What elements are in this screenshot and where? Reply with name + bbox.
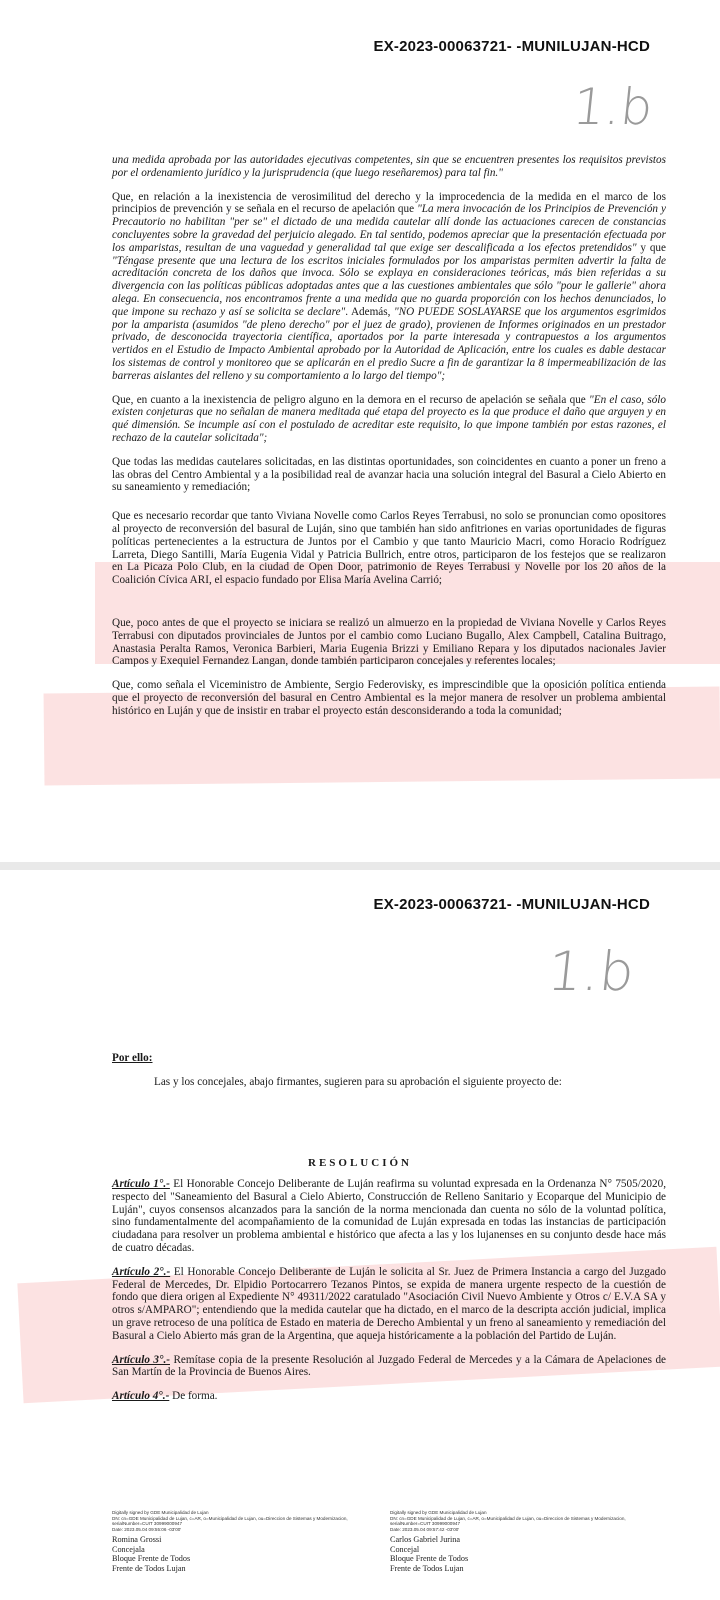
article-label: Artículo 2°.- bbox=[112, 1265, 171, 1278]
article-label: Artículo 4°.- bbox=[112, 1390, 170, 1403]
digital-signature-stamp: Digitally signed by GDE Municipalidad de Lujan DN: cn=GDE Municipalidad de Lujan, c=AR, o=Municipalidad de Lujan, ou=Direccion de Sistemas y Modernizacion, serialNumber=CUIT 30999000947 Date: 2023.05.04 09:55:06 -03'00' bbox=[112, 1510, 348, 1532]
signer-role: Concejal bbox=[390, 1544, 420, 1554]
text-run: . Además, bbox=[345, 305, 394, 318]
intro-text: Las y los concejales, abajo firmantes, sugieren para su aprobación el siguiente proyecto de: bbox=[154, 1076, 562, 1088]
expediente-header: EX-2023-00063721- -MUNILUJAN-HCD bbox=[373, 896, 650, 913]
expediente-header: EX-2023-00063721- -MUNILUJAN-HCD bbox=[373, 38, 650, 55]
highlighted-paragraph: Que es necesario recordar que tanto Viviana Novelle como Carlos Reyes Terrabusi, no solo se pronuncian como opositores al proyecto de reconversión del basural de Luján, sino que también han sido anfitriones en varias oportunidades de figuras políticas pertenecientes a la estructura de Juntos por el Cambio y que tanto Mauricio Macri, como Horacio Rodríguez Larreta, Diego Santilli, María Eugenia Vidal y Patricia Bullrich, entre otros, participaron de los festejos que se realizaron en La Picaza Polo Club, en la ciudad de Open Door, patrimonio de Reyes Terrabusi y Novelle por los 20 años de la Coalición Cívica ARI, el espacio fundado por Elisa María Avelina Carrió; bbox=[112, 510, 666, 587]
article-3 bbox=[112, 1354, 666, 1380]
paragraph bbox=[112, 394, 666, 445]
paragraph: Que todas las medidas cautelares solicitadas, en las distintas oportunidades, son coincidentes en cuanto a poner un freno a las obras del Centro Ambiental y a la posibilidad real de avanzar hacia una solución integral del Basural a Cielo Abierto en su saneamiento y remediación; bbox=[112, 455, 666, 494]
handwritten-page-mark: 1.b bbox=[569, 78, 656, 136]
digital-signature-stamp: Digitally signed by GDE Municipalidad de Lujan DN: cn=GDE Municipalidad de Lujan, c=AR, o=Municipalidad de Lujan, ou=Direccion de Sistemas y Modernizacion, serialNumber=CUIT 30999000947 Date: 2023.05.04 09:57:42 -03'00' bbox=[390, 1510, 626, 1532]
signer-block: Bloque Frente de Todos bbox=[390, 1554, 469, 1564]
quote-run: "En el caso, sólo existen conjeturas que no señalan de manera meditada qué etapa del proyecto es la que produce el daño que arguyen y en qué dimensión. Se incumple así con el postulado de acreditar este requisito, lo que impone también por estas razones, el rechazo de la cautelar solicitada"; bbox=[112, 393, 667, 444]
signer-party: Frente de Todos Lujan bbox=[390, 1563, 464, 1573]
resolution-title: RESOLUCIÓN bbox=[308, 1157, 412, 1169]
signer-name: Carlos Gabriel Jurina bbox=[390, 1535, 461, 1544]
article-text: De forma. bbox=[169, 1390, 218, 1403]
handwritten-page-mark: 1.b bbox=[544, 940, 638, 1003]
paragraph: Que, como señala el Viceministro de Ambiente, Sergio Federovisky, es imprescindible que la oposición política entienda que el proyecto de reconversión del basural en Centro Ambiental es la mejor manera de resolver un problema ambiental histórico en Luján y que de insistir en trabar el proyecto están desconsiderando a toda la comunidad; bbox=[112, 679, 666, 717]
article-text: El Honorable Concejo Deliberante de Luján reafirma su voluntad expresada en la Ordenanza N° 7505/2020, respecto del "Saneamiento del Basural a Cielo Abierto, Construcción de Relleno Sanitario y Ecoparque del Municipio de Luján", cuyos consensos alcanzados para la sanción de la norma mencionada dan cuenta no sólo de la voluntad política, sino fundamentalmente del acompañamiento de la comunidad de Luján expresada en todas las instancias de participación ciudadana para resolver un problema ambiental e histórico que afecta a las y los lujanenses en su conjunto desde hace más de cuatro décadas. bbox=[112, 1178, 666, 1254]
paragraph bbox=[112, 191, 666, 383]
signer-party: Frente de Todos Lujan bbox=[112, 1563, 186, 1573]
article-1 bbox=[112, 1178, 666, 1255]
document-page-2 bbox=[0, 870, 720, 1600]
resolution-articles bbox=[112, 1178, 666, 1414]
highlighted-paragraph: Que, poco antes de que el proyecto se iniciara se realizó un almuerzo en la propiedad de Viviana Novelle y Carlos Reyes Terrabusi con diputados provinciales de Juntos por el cambio como Luciano Bugallo, Alex Campbell, Catalina Buitrago, Anastasia Peralta Ramos, Veronica Barbieri, Maria Eugenia Brizzi y Emiliano Repara y los diputados nacionales Javier Campos y Exequiel Fernandez Langan, donde también participaron concejales y referentes locales; bbox=[112, 616, 666, 668]
article-label: Artículo 3°.- bbox=[112, 1353, 170, 1366]
text-run: Que, en cuanto a la inexistencia de peligro alguno en la demora en el recurso de apelación se señala que bbox=[112, 393, 590, 406]
signer-name: Romina Grossi bbox=[112, 1535, 162, 1544]
text-run: y que bbox=[636, 241, 666, 254]
quote-run: "La mera invocación de los Principios de Prevención y Precautorio no habilitan "per se" el dictado de una medida cautelar allí donde las actuaciones carecen de constancias concluyentes sobre la gravedad del perjuicio alegado. En tal sentido, podemos apreciar que la presentación efectuada por los amparistas, resultan de una vaguedad y generalidad tal que exige ser descalificada a los efectos pretendidos" bbox=[112, 203, 666, 254]
document-body bbox=[112, 154, 666, 728]
signer-role: Concejala bbox=[112, 1544, 145, 1554]
quote-paragraph: una medida aprobada por las autoridades ejecutivas competentes, sin que se encuentren presentes los requisitos previstos por el ordenamiento jurídico y la jurisprudencia (que luego reseñaremos) para tal fin." bbox=[112, 154, 666, 179]
article-label: Artículo 1°.- bbox=[112, 1178, 170, 1190]
signature-block-1 bbox=[112, 1535, 190, 1573]
article-text: El Honorable Concejo Deliberante de Luján le solicita al Sr. Juez de Primera Instancia a cargo del Juzgado Federal de Mercedes, Dr. Elpidio Portocarrero Tezanos Pintos, se expida de manera urgente respecto de la cuestión de fondo que diera origen al Expediente N° 49311/2022 caratulado "Asociación Civil Nuevo Ambiente y Otros c/ E.V.A SA y otros s/AMPARO"; entendiendo que la medida cautelar que ha dictado, en el marco de la descripta acción judicial, implica un grave retroceso de una política de Estado en materia de Derecho Ambiental y un freno al saneamiento y remediación del Basural a Cielo Abierto más gran de la Argentina, que aqueja históricamente a la población del Partido de Luján. bbox=[112, 1265, 666, 1342]
article-2 bbox=[112, 1266, 666, 1343]
quote-run: "Téngase presente que una lectura de los escritos iniciales formulados por los amparistas permiten advertir la falta de acreditación concreta de los daños que invoca. Sólo se explaya en consideraciones teóricas, más bien referidas a su divergencia con las políticas públicas adoptadas antes que a las cuestiones ambientales que sólo "pour le gallerie" ahora alega. En consecuencia, nos encontramos frente a una medida que no guarda proporción con los hechos denunciados, lo que impone su rechazo y así se solicita se declare" bbox=[112, 254, 666, 318]
signature-block-2 bbox=[390, 1535, 468, 1573]
text-run: Que, en relación a la inexistencia de verosimilitud del derecho y la improcedencia de la medida en el marco de los principios de prevención y se señala en el recurso de apelación que bbox=[112, 190, 666, 216]
article-text: Remítase copia de la presente Resolución al Juzgado Federal de Mercedes y a la Cámara de Apelaciones de San Martín de la Provincia de Buenos Aires. bbox=[112, 1353, 666, 1379]
por-ello-heading: Por ello: bbox=[112, 1052, 153, 1064]
signer-block: Bloque Frente de Todos bbox=[112, 1554, 191, 1564]
quote-run: "NO PUEDE SOSLAYARSE que los argumentos esgrimidos por la amparista (asumidos "de pleno derecho" por el juez de grado), provienen de Informes originados en un prestador privado, de desconocida trayectoria científica, aportados por la parte interesada y contrapuestos a los argumentos vertidos en el Estudio de Impacto Ambiental aprobado por la Autoridad de Aplicación, entre los cuales es dable destacar los sistemas de control y monitoreo que se aplicarán en el predio Sucre a fin de garantizar la 8 impermeabilización de las barreras aislantes del relleno y su comportamiento a lo largo del tiempo"; bbox=[112, 305, 666, 382]
article-4 bbox=[112, 1390, 666, 1403]
